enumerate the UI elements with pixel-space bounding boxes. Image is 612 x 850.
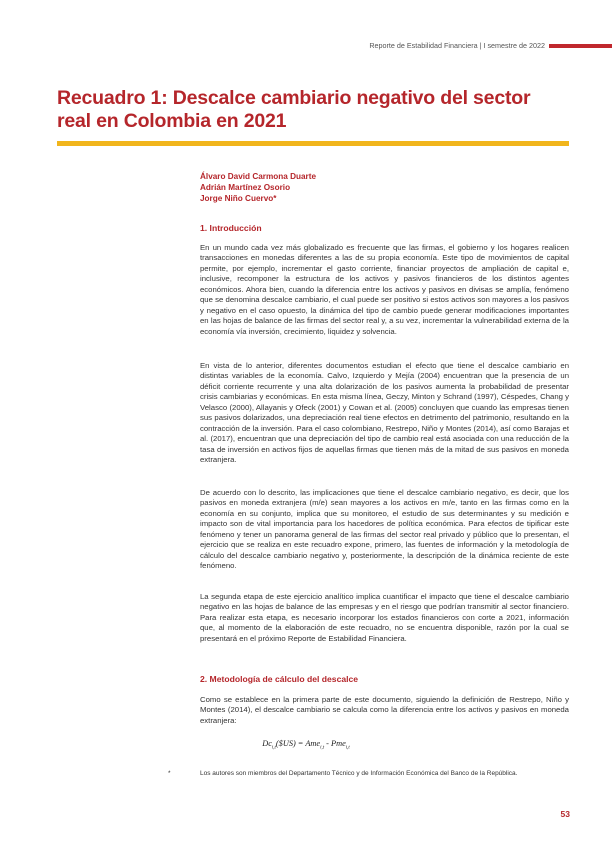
page-number: 53 <box>560 809 570 819</box>
paragraph: Como se establece en la primera parte de este documento, siguiendo la definición de Restrepo, Niño y Montes (2014), el descalce cambiario se calcula como la diferencia entre los activos y pasivos en moneda extranjera: <box>200 695 569 725</box>
section-heading-introduccion: 1. Introducción <box>200 223 262 233</box>
footnote-text: Los autores son miembros del Departamento Técnico y de Información Económica del Banco de la República. <box>200 770 518 777</box>
author-name: Jorge Niño Cuervo* <box>200 194 277 203</box>
intro-paragraph-3 <box>200 488 569 572</box>
author-list <box>200 171 316 204</box>
intro-paragraph-2 <box>200 361 569 466</box>
author-footnote <box>168 769 580 778</box>
paragraph: En un mundo cada vez más globalizado es frecuente que las firmas, el gobierno y los hogares realicen transacciones en monedas diferentes a las de su propia economía. Este tipo de movimientos de capital permite, por ejemplo, incrementar el gasto corriente, financiar proyectos de ampliación de capital e, inclusive, recomponer la estructura de los activos y pasivos financieros de los distintos agentes económicos. Ahora bien, cuando la diferencia entre los activos y pasivos en divisas se amplía, fenómeno que se denomina descalce cambiario, el cual puede ser positivo si estos activos son mayores a los pasivos y negativo en el caso opuesto, la dinámica del tipo de cambio puede generar modificaciones importantes en las hojas de balance de las firmas del sector real y, a su vez, incrementar la vulnerabilidad externa de la economía vía inversión, crecimiento, liquidez y solvencia. <box>200 243 569 336</box>
header-accent-bar <box>549 44 612 48</box>
methodology-paragraph <box>200 695 569 726</box>
intro-paragraph-1 <box>200 243 569 337</box>
title-underline-rule <box>57 141 569 146</box>
footnote-mark: * <box>168 770 171 777</box>
paragraph: La segunda etapa de este ejercicio analítico implica cuantificar el impacto que tiene el descalce cambiario negativo en las hojas de balance de las empresas y en el riesgo que podrían transmitir al sector financiero. Para realizar esta etapa, es necesario incorporar los estados financieros con corte a 2021, información que, al momento de la elaboración de este recuadro, no se encuentra disponible, razón por la cual se presentará en el próximo Reporte de Estabilidad Financiera. <box>200 592 569 643</box>
running-header: Reporte de Estabilidad Financiera | I semestre de 2022 <box>369 41 545 50</box>
intro-paragraph-4 <box>200 592 569 644</box>
author-name: Álvaro David Carmona Duarte <box>200 172 317 181</box>
paragraph: En vista de lo anterior, diferentes documentos estudian el efecto que tiene el descalce cambiario en distintas variables de la economía. Calvo, Izquierdo y Mejía (2004) encuentran que la presencia de un déficit corriente recurrente y una alta dolarización de los pasivos aumenta la probabilidad de presentar crisis cambiarias y económicas. En esta misma línea, Geczy, Minton y Schrand (1997), Céspedes, Chang y Velasco (2000), Allayanis y Ofeck (2001) y Cowan et al. (2005) concluyen que cuando las empresas tienen sus pasivos dolarizados, una depreciación real tiene efectos en detrimento del patrimonio, resultando en la contracción de la inversión. Para el caso colombiano, Restrepo, Niño y Montes (2014), así como Barajas et al. (2017), encuentran que una depreciación del tipo de cambio real está asociada con una reducción de la tasa de inversión en activos fijos de aquellas firmas que tienen más de la mitad de sus pasivos en moneda extranjera. <box>200 361 569 465</box>
mismatch-formula: $Dc_{i,t}(\$US) = Ame_{i,t} - Pme_{i,t}$ <box>262 739 350 751</box>
author-name: Adrián Martínez Osorio <box>200 183 291 192</box>
paragraph: De acuerdo con lo descrito, las implicaciones que tiene el descalce cambiario negativo, es decir, que los pasivos en moneda extranjera (m/e) sean mayores a los activos en m/e, tanto en las firmas como en la economía en su conjunto, implica que su monitoreo, el estudio de sus determinantes y su medición e impacto son de vital importancia para los hacedores de política económica. Para efectos de tipificar este fenómeno y tener un panorama general de las firmas del sector real privado y público que lo presentan, el ejercicio que se realiza en este recuadro expone, primero, las fuentes de información y la metodología de cálculo del descalce cambiario negativo y, posteriormente, la descripción de la dinámica reciente de este fenómeno. <box>200 488 569 571</box>
box-title: Recuadro 1: Descalce cambiario negativo del sector real en Colombia en 2021 <box>57 87 531 132</box>
section-heading-metodologia: 2. Metodología de cálculo del descalce <box>200 674 359 684</box>
